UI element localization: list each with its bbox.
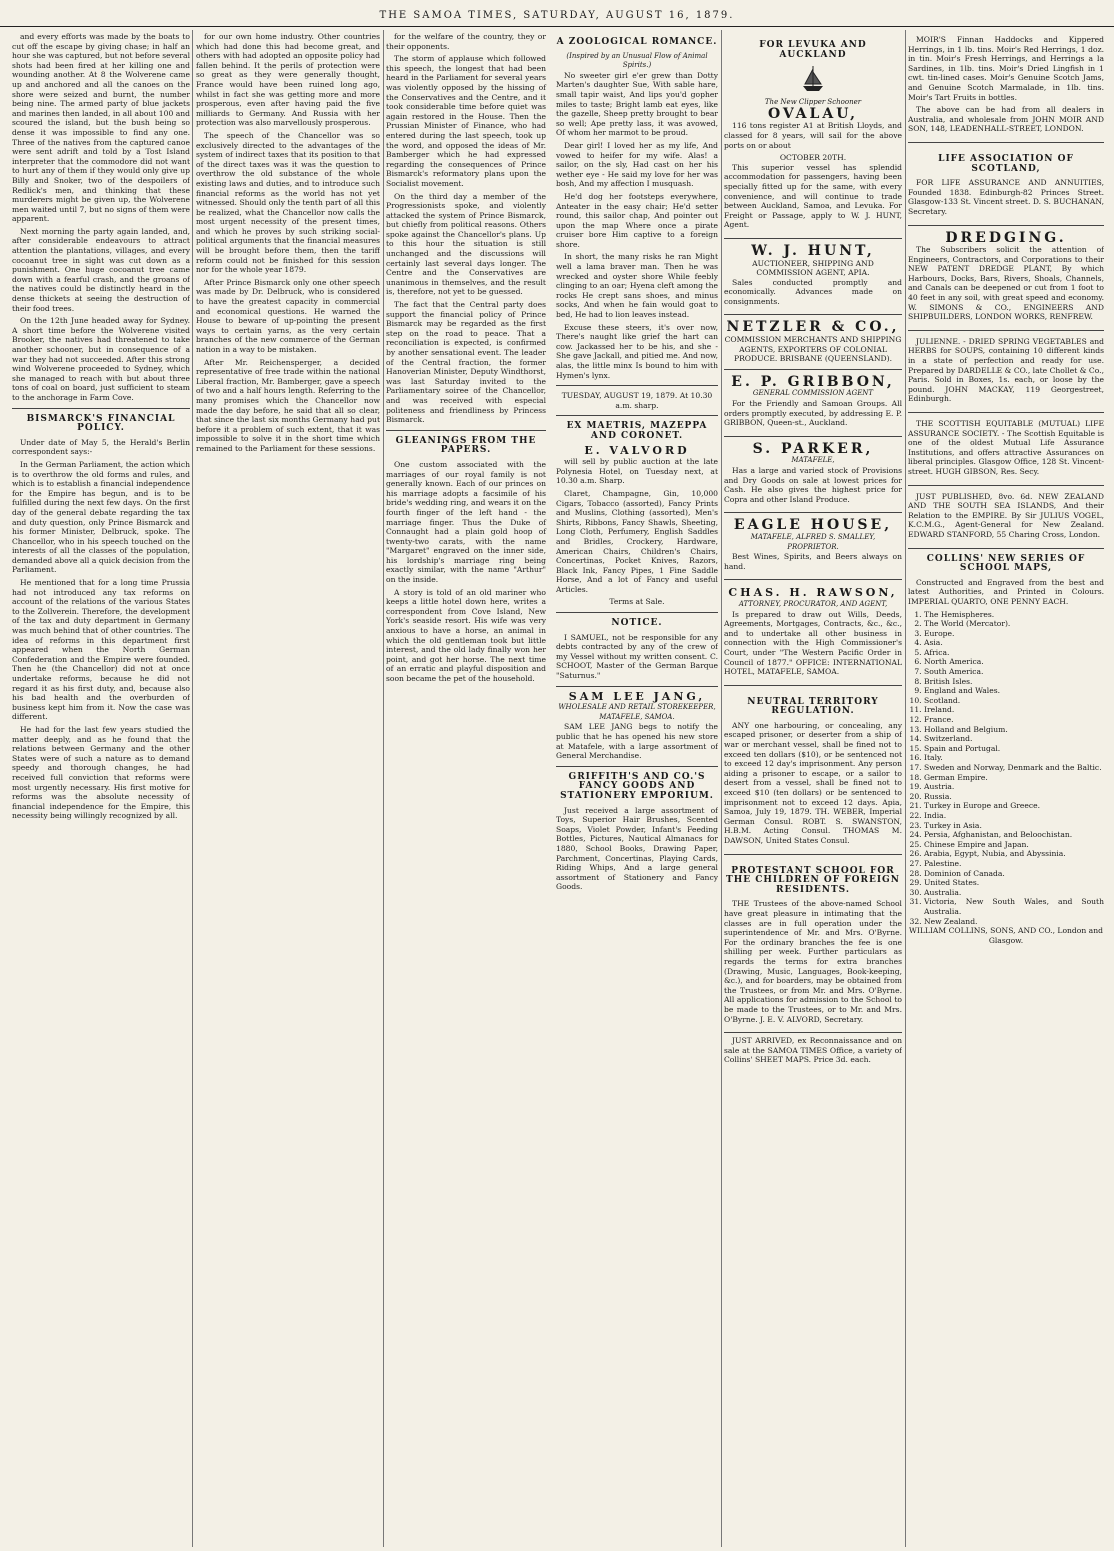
ad-text: SAM LEE JANG begs to notify the public that he has opened his new store at Matafele, with a large assortment of General Merchandise.: [556, 722, 718, 761]
notice-text: THE Trustees of the above-named School have great pleasure in intimating that the classes are in full operation under the superintendence of Mr. and Mrs. O'Byrne. For the ordinary branches the fee is one shilling per week. Further particulars as regards the terms for extra branches (Drawing, Music, Languages, Book-keeping, &c.), and for boarders, may be obtained from the Trustees, or from Mr. and Mrs. O'Byrne. All applications for admission to the School to be made to the Trustees, or to Mr. and Mrs. O'Byrne. J. E. V. ALVORD, Secretary.: [724, 899, 902, 1024]
ad-heading: FOR LEVUKA AND AUCKLAND: [759, 40, 867, 60]
masthead: THE SAMOA TIMES, SATURDAY, AUGUST 16, 1879.: [0, 6, 1114, 27]
ad-text: Has a large and varied stock of Provisions and Dry Goods on sale at lowest prices for Cash. He also gives the highest price for Copra and other Island Produce.: [724, 466, 902, 504]
auction-terms: Terms at Sale.: [609, 597, 665, 607]
ad-text: THE SCOTTISH EQUITABLE (MUTUAL) LIFE ASSURANCE SOCIETY. - The Scottish Equitable is one of the oldest Mutual Life Assurance Institutions, and offers attractive Assurances on liberal principles. Glasgow Office, 128 St. Vincent-street. HUGH GIBSON, Res. Secy.: [908, 419, 1104, 476]
article-text: On the third day a member of the Progressionists spoke, and violently attacked the system of Prince Bismarck, but chiefly from political reasons. Others spoke against the Chancellor's plans. Up to this hour the situation is still unchanged and the discussions will certainly last several days longer. The Centre and the Conservatives are unanimous in themselves, and the result is, therefore, not yet to be guessed.: [386, 191, 546, 297]
ad-heading: CHAS. H. RAWSON,: [728, 586, 898, 600]
map-list-item: 19. Austria.: [924, 782, 1104, 792]
ad-heading: E. P. GRIBBON,: [731, 373, 895, 390]
ship-name: OVALAU,: [767, 105, 859, 122]
column-rule: [905, 30, 906, 1547]
auction-firm: E. VALVORD: [584, 443, 690, 457]
ad-parker: [724, 440, 902, 514]
column-2: [196, 32, 380, 1545]
ad-text: JULIENNE. - DRIED SPRING VEGETABLES and HERBS for SOUPS, containing 10 different kinds in a state of perfection and ready for use. Prepared by DARDELLE & CO., late Chollet & Co., Paris. Sold in Boxes, 1s. each, or loose by the pound. JOHN MACKAY, 119 Georgestreet, Edinburgh.: [908, 336, 1104, 404]
ad-subheading: COMMISSION MERCHANTS AND SHIPPING AGENTS, EXPORTERS OF COLONIAL PRODUCE. BRISBANE (QUEENSLAND).: [724, 335, 902, 364]
ad-moir: [908, 32, 1104, 143]
article-text: In the German Parliament, the action which is to overthrow the old forms and rules, and which is to establish a financial independence for the Empire has begun, and is to be fulfilled during the next few days. On the first day of the general debate regarding the tax and duty question, only Prince Bismarck and his former Minister, Delbruck, spoke. The Chancellor, who in his speech touched on the interests of all the classes of the population, demanded above all a quick decision from the Parliament.: [12, 459, 190, 575]
ad-subheading: AUCTIONEER, SHIPPING AND COMMISSION AGENT, APIA.: [752, 258, 874, 278]
ad-text: This superior vessel has splendid accommodation for passengers, having been specially fitted up for the same, with every convenience, and will continue to trade between Auckland, Samoa, and Levuka. For Freight or Passage, apply to W. J. HUNT, Agent.: [724, 162, 902, 230]
ad-subheading: MATAFELE,: [791, 456, 835, 465]
map-list-item: 4. Asia.: [924, 638, 1104, 648]
map-list-item: 2. The World (Mercator).: [924, 619, 1104, 629]
ad-heading: COLLINS' NEW SERIES OF SCHOOL MAPS,: [926, 553, 1086, 574]
column-rule: [192, 30, 193, 1547]
auction-title: EX MAETRIS, MAZEPPA AND CORONET.: [566, 421, 708, 441]
map-list-item: 30. Australia.: [924, 888, 1104, 898]
ad-text: 116 tons register A1 at British Lloyds, and classed for 8 years, will sail for the above ports on or about: [724, 121, 902, 150]
notice-heading: NEUTRAL TERRITORY REGULATION.: [747, 696, 879, 717]
ad-text: JUST PUBLISHED, 8vo. 6d. NEW ZEALAND AND THE SOUTH SEA ISLANDS, And their Relation to the EMPIRE. By Sir JULIUS VOGEL, K.C.M.G., Agent-General for New Zealand. EDWARD STANFORD, 55 Charing Cross, London.: [908, 491, 1104, 539]
ad-levuka: [724, 32, 902, 239]
ad-subheading: ATTORNEY, PROCURATOR, AND AGENT,: [738, 599, 888, 608]
map-list-item: 1. The Hemispheres.: [924, 610, 1104, 620]
ad-scottish-equitable: [908, 416, 1104, 486]
notice-heading: PROTESTANT SCHOOL FOR THE CHILDREN OF FOREIGN RESIDENTS.: [726, 865, 900, 895]
map-list-item: 13. Holland and Belgium.: [924, 725, 1104, 735]
ad-rawson: [724, 583, 902, 685]
poem-stanza: He'd dog her footsteps everywhere, Anteater in the easy chair; He'd setter round, this sailor chap, And pointer out upon the map Where once a pirate cruiser bore Him captive to a foreign shore.: [556, 191, 718, 249]
ad-text: MOIR'S Finnan Haddocks and Kippered Herrings, in 1 lb. tins. Moir's Red Herrings, 1 doz. in tin. Moir's Fresh Herrings, and Herrings a la Sardines, in 1lb. tins. Moir's Dried Lingfish in 1 cwt. tin-lined cases. Moir's Genuine Scotch Jams, and Genuine Scotch Marmalade, in 1lb. tins. Moir's Tart Fruits in bottles.: [908, 35, 1104, 102]
ad-eagle-house: [724, 516, 902, 580]
article-text: for our own home industry. Other countries which had done this had become great, and others with had adopted an opposite policy had fallen behind. It the perils of protection were so great as they were generally thought, France would have been ruined long ago, whilst in fact she was getting more and more prosperous, even after having paid the five milliards to Germany. And Russia with her protection was also marvellously prosperous.: [196, 32, 380, 128]
notice-heading: NOTICE.: [611, 618, 663, 629]
ad-text: Just received a large assortment of Toys, Superior Hair Brushes, Scented Soaps, Violet Powder, Infant's Feeding Bottles, Pictures, Nautical Almanacs for 1880, School Books, Drawing Paper, Parchment, Concertinas, Playing Cards, Riding Whips, And a large general assortment of Stationery and Fancy Goods.: [556, 805, 718, 892]
ad-heading: W. J. HUNT,: [751, 242, 875, 259]
article-text: One custom associated with the marriages of our royal family is not generally known. Each of our princes on his marriage adopts a facsimile of his bride's wedding ring, and wears it on the fourth finger of the left hand - the marriage finger. Thus the Duke of Connaught had a plain gold hoop of twenty-two carats, with the name "Margaret" engraved on the inner side, his lordship's marriage ring being exactly similar, with the name "Arthur" on the inside.: [386, 459, 546, 585]
ad-heading: DREDGING.: [945, 229, 1067, 246]
map-list-item: 32. New Zealand.: [924, 917, 1104, 927]
maps-list: [908, 610, 1104, 927]
ad-life-association: [908, 146, 1104, 226]
article-heading: GLEANINGS FROM THE PAPERS.: [395, 435, 537, 456]
map-list-item: 8. British Isles.: [924, 677, 1104, 687]
ad-text: Best Wines, Spirits, and Beers always on hand.: [724, 552, 902, 571]
map-list-item: 18. German Empire.: [924, 773, 1104, 783]
map-list-item: 29. United States.: [924, 878, 1104, 888]
divider: [556, 415, 718, 416]
poem-stanza: Excuse these steers, it's over now, There's naught like grief the hart can cow. Jackassed her to be his, and she - She gave Jackall, and pitied me. And now, alas, the little minx Is bound to him with Hymen's lynx.: [556, 322, 718, 380]
poem-stanza: Dear girl! I loved her as my life, And vowed to heifer for my wife. Alas! a sailor, on the sly, Had cast on her his wether eye - He said my love for her was bosh, And my affection I musquash.: [556, 140, 718, 189]
ad-just-published: [908, 489, 1104, 549]
map-list-item: 7. South America.: [924, 667, 1104, 677]
map-list-item: 23. Turkey in Asia.: [924, 821, 1104, 831]
divider: [556, 385, 718, 386]
map-list-item: 17. Sweden and Norway, Denmark and the Baltic.: [924, 763, 1104, 773]
ad-text: JUST ARRIVED, ex Reconnaissance and on sale at the SAMOA TIMES Office, a variety of Collins' SHEET MAPS. Price 3d. each.: [724, 1036, 902, 1065]
article-text: The fact that the Central party does support the financial policy of Prince Bismarck may be regarded as the first step on the road to peace. That a reconciliation is expected, is confirmed by another sensational event. The leader of the Central fraction, the former Hanoverian Minister, Deputy Windthorst, was last Saturday invited to the Parliamentary soiree of the Chancellor, and was received with especial politeness and friendliness by Princess Bismarck.: [386, 300, 546, 425]
divider: [386, 430, 546, 431]
notice-text: I SAMUEL, not be responsible for any debts contracted by any of the crew of my Vessel without my written consent. C. SCHOOT, Master of the German Barque "Saturnus.": [556, 632, 718, 681]
ad-netzler: [724, 318, 902, 369]
ad-heading: GRIFFITH'S AND CO.'S FANCY GOODS AND STATIONERY EMPORIUM.: [560, 771, 714, 801]
article-text: After Prince Bismarck only one other speech was made by Dr. Delbruck, who is considered to have the greatest capacity in commercial and economical questions. He warned the House to beware of up-pointing the present ways to certain yarns, as the very certain branches of the new commerce of the German nation in a way to be mistaken.: [196, 277, 380, 354]
map-list-item: 3. Europe.: [924, 629, 1104, 639]
divider: [556, 766, 718, 767]
article-text: Under date of May 5, the Herald's Berlin correspondent says:-: [12, 437, 190, 457]
map-list-item: 28. Dominion of Canada.: [924, 869, 1104, 879]
map-list-item: 20. Russia.: [924, 792, 1104, 802]
article-text: Next morning the party again landed, and, after considerable endeavours to attract attention the plantations, villages, and every cocoanut tree in sight was cut down as a punishment. One huge cocoanut tree came down with a fearful crash, and the groans of the natives could be distinctly heard in the dense thickets at seeing the destruction of their food trees.: [12, 226, 190, 313]
map-list-item: 6. North America.: [924, 657, 1104, 667]
ad-gribbon: [724, 373, 902, 437]
ad-subheading: The New Clipper Schooner: [764, 98, 862, 107]
article-text: A story is told of an old mariner who keeps a little hotel down here, writes a correspondent from Cove Island, New York's seaside resort. His wife was very anxious to have a horse, an animal in which the old gentleman took but little interest, and the old lady finally won her point, and got her horse. The next time of an erratic and playful disposition and soon became the pet of the household.: [386, 587, 546, 683]
map-list-item: 16. Italy.: [924, 753, 1104, 763]
map-list-item: 11. Ireland.: [924, 705, 1104, 715]
column-rule: [721, 30, 722, 1547]
ad-heading: S. PARKER,: [752, 440, 874, 457]
column-1: [12, 32, 190, 1545]
auction-date: TUESDAY, AUGUST 19, 1879. At 10.30 a.m. sharp.: [561, 391, 713, 410]
auction-items: Claret, Champagne, Gin, 10,000 Cigars, Tobacco (assorted), Fancy Prints and Muslins, Clothing (assorted), Men's Shirts, Ribbons, Fancy Shawls, Sheeting, Long Cloth, Perfumery, English Saddles and Bridles, Crockery, Hardware, American Chairs, Children's Chairs, Concertinas, Pocket Knives, Razors, Black Ink, Fancy Pipes, 1 Fine Saddle Horse, And a lot of Fancy and useful Articles.: [556, 488, 718, 594]
column-3-left: [386, 32, 546, 687]
map-list-item: 9. England and Wales.: [924, 686, 1104, 696]
poem-title: A ZOOLOGICAL ROMANCE.: [556, 37, 718, 47]
poem-subtitle: (Inspired by an Unusual Flow of Animal Spirits.): [566, 51, 708, 70]
ad-text: The Subscribers solicit the attention of Engineers, Contractors, and Corporations to their NEW PATENT DREDGE PLANT, By which Harbours, Docks, Bars, Rivers, Shoals, Channels, and Canals can be deepened or cut from 1 foot to 40 feet in any soil, with great speed and economy. W. SIMONS & CO., ENGINEERS AND SHIPBUILDERS, LONDON WORKS, RENFREW.: [908, 245, 1104, 322]
ad-subheading: MATAFELE, ALFRED S. SMALLEY, PROPRIETOR.: [750, 532, 876, 551]
ad-heading: SAM LEE JANG,: [568, 689, 706, 703]
map-list-item: 25. Chinese Empire and Japan.: [924, 840, 1104, 850]
ad-text: Sales conducted promptly and economically. Advances made on consignments.: [724, 277, 902, 306]
column-5: [908, 32, 1104, 1545]
poem-stanza: No sweeter girl e'er grew than Dotty Marten's daughter Sue, With sable hare, small tapir waist, And lips you'd gopher miles to taste; Bright lamb eat eyes, like the gazelle, Sheep pretty brought to bear so well; Ape pretty lass, it was avowed, Of whom her marmot to be proud.: [556, 70, 718, 138]
ad-julienne: [908, 334, 1104, 413]
ad-subheading: GENERAL COMMISSION AGENT: [752, 389, 874, 398]
article-text: The storm of applause which followed this speech, the longest that had been heard in the Parliament for several years was violently opposed by the hissing of the Conservatives and the Centre, and it took considerable time before quiet was again restored in the House. Then the Prussian Minister of Finance, who had entered during the last speech, took up the word, and opposed the ideas of Mr. Bamberger which he had expressed regarding the consequences of Prince Bismarck's reformatory plans upon the Socialist movement.: [386, 54, 546, 188]
ship-icon: [801, 64, 825, 94]
sail-date: OCTOBER 20TH.: [779, 153, 847, 163]
article-text: and every efforts was made by the boats to cut off the escape by giving chase; in half an hour she was captured, but not before several shots had been fired at her killing one and wounding another. At 8 the Wolverene came up and anchored and all the canoes on the shore were seized and burnt, the number being nine. The armed party of blue jackets and marines then landed, in all about 100 and scoured the island, but the bush being so dense it was impossible to find any one. Three of the natives from the captured canoe were sent adrift and told by a Tost Island interpreter that the commodore did not want to hurt any of them if they would only give up Billy and Snoker, two of the despoilers of Redlick's men, and thinking that these murderers might be given up, the Wolverene men waited until 7, but no signs of them were apparent.: [12, 32, 190, 224]
map-list-item: 21. Turkey in Europe and Greece.: [924, 801, 1104, 811]
ad-text: For the Friendly and Samoan Groups. All orders promptly executed, by addressing E. P. GRIBBON, Queen-st., Auckland.: [724, 399, 902, 428]
ad-text: FOR LIFE ASSURANCE AND ANNUITIES, Founded 1838. Edinburgh-82 Princes Street. Glasgow-133 St. Vincent street. D. S. BUCHANAN, Secretary.: [908, 178, 1104, 216]
map-list-item: 24. Persia, Afghanistan, and Beloochistan.: [924, 830, 1104, 840]
map-list-item: 12. France.: [924, 715, 1104, 725]
article-text: for the welfare of the country, they or their opponents.: [386, 32, 546, 51]
ad-signature: WILLIAM COLLINS, SONS, AND CO., London and Glasgow.: [909, 926, 1103, 945]
notice-neutral-territory: [724, 689, 902, 855]
map-list-item: 15. Spain and Portugal.: [924, 744, 1104, 754]
article-text: The speech of the Chancellor was so exclusively directed to the advantages of the system of indirect taxes that its position to that of the direct taxes was it was the question to overthrow the old substance of the whole existing laws and duties, and to introduce such financial reforms as the world has not yet witnessed. Should only the tenth part of all this be realized, what the Chancellor now calls the most urgent necessity of the present times, and which he proves by such striking social-political arguments that the financial measures will be brought before them, then the tariff reform could not be finished for this session nor for the whole year 1879.: [196, 130, 380, 275]
ad-collins-maps: [908, 555, 1104, 946]
ad-hunt: [724, 242, 902, 316]
column-4: [724, 32, 902, 1545]
ad-heading: EAGLE HOUSE,: [733, 517, 893, 534]
ad-heading: LIFE ASSOCIATION OF SCOTLAND,: [938, 153, 1074, 174]
ad-dredging: [908, 229, 1104, 331]
notice-text: ANY one harbouring, or concealing, any escaped prisoner, or deserter from a ship of war or merchant vessel, shall be fined not to exceed ten dollars ($10), or be sentenced not to exceed 12 day's imprisonment. Any person aiding a prisoner to escape, or a sailor to desert from a vessel, shall be fined not to exceed $10 (ten dollars) or be sentenced to imprisonment not to exceed 12 days. Apia, Samoa, July 19, 1879. TH. WEBER, Imperial German Consul. ROBT. S. SWANSTON, H.B.M. Acting Consul. THOMAS M. DAWSON, United States Consul.: [724, 720, 902, 845]
map-list-item: 14. Switzerland.: [924, 734, 1104, 744]
article-heading: BISMARCK'S FINANCIAL POLICY.: [26, 413, 176, 434]
poem-stanza: In short, the many risks he ran Might well a lama braver man. Then he was wrecked and oyster shore While feebly clinging to an oar; Hyena cleft among the rocks He crept sans shoes, and minus socks, And when he fain would goat to bed, He had to lion leaves instead.: [556, 252, 718, 320]
map-list-item: 27. Palestine.: [924, 859, 1104, 869]
divider: [12, 408, 190, 409]
ad-text: Constructed and Engraved from the best and latest Authorities, and Printed in Colours. IMPERIAL QUARTO, ONE PENNY EACH.: [908, 577, 1104, 606]
divider: [556, 612, 718, 613]
column-3-right: [556, 32, 718, 895]
article-text: He mentioned that for a long time Prussia had not introduced any tax reforms on account of the relations of the various States to the Zollverein. Therefore, the development of the tax and duty department in Germany was much behind that of other countries. The idea of reforms in this department first appeared when the North German Confederation and the Empire were founded. Then he (the Chancellor) did not at once undertake reforms, because he did not regard it as his first duty, and, because also his bad health and the overburden of business kept him from it. Now the case was different.: [12, 578, 190, 722]
article-text: After Mr. Reichensperger, a decided representative of free trade within the national Liberal fraction, Mr. Bamberger, gave a speech of two and a half hours length. Referring to the many promises which the Chancellor now made the day before, he said that all so clear, that since the last six months Germany had put before it a problem of such extent, that it was impossible to solve it in the short time which remained to the Parliament for these sessions.: [196, 357, 380, 453]
divider: [556, 686, 718, 687]
article-text: He had for the last few years studied the matter deeply, and as he found that the relations between Germany and the other States were of such a nature as to demand speedy and thorough changes, he had received full conviction that reforms were most urgently necessary. His first motive for reforms was the absolute necessity of financial independence for the Empire, this necessity being willingly recognized by all.: [12, 724, 190, 821]
notice-school: [724, 858, 902, 1034]
map-list-item: 5. Africa.: [924, 648, 1104, 658]
map-list-item: 31. Victoria, New South Wales, and South Australia.: [924, 897, 1104, 916]
column-3: [386, 32, 718, 1545]
ad-subheading: WHOLESALE AND RETAIL STOREKEEPER, MATAFELE, SAMOA.: [558, 703, 716, 721]
article-text: On the 12th June headed away for Sydney. A short time before the Wolverene visited Brooker, the natives had threatened to take another schooner, but in consequence of a war they had not succeeded. After this strong wind Wolverene proceeded to Sydney, which she managed to reach with but about three tons of coal on board, just sufficient to steam to the anchorage in Farm Cove.: [12, 316, 190, 402]
auction-text: will sell by public auction at the late Polynesia Hotel, on Tuesday next, at 10.30 a.m. Sharp.: [556, 457, 718, 486]
map-list-item: 26. Arabia, Egypt, Nubia, and Abyssinia.: [924, 849, 1104, 859]
map-list-item: 10. Scotland.: [924, 696, 1104, 706]
ad-text: Is prepared to draw out Wills, Deeds, Agreements, Mortgages, Contracts, &c., &c., and to undertake all other business in connection with the High Commissioner's Court, under "The Western Pacific Order in Council of 1877." OFFICE: INTERNATIONAL HOTEL, MATAFELE, SAMOA.: [724, 609, 902, 677]
column-rule: [383, 30, 384, 1547]
ad-heading: NETZLER & CO.,: [726, 319, 900, 336]
ad-text: The above can be had from all dealers in Australia, and wholesale from JOHN MOIR AND SON, 148, LEADENHALL-STREET, LONDON.: [908, 105, 1104, 134]
map-list-item: 22. India.: [924, 811, 1104, 821]
